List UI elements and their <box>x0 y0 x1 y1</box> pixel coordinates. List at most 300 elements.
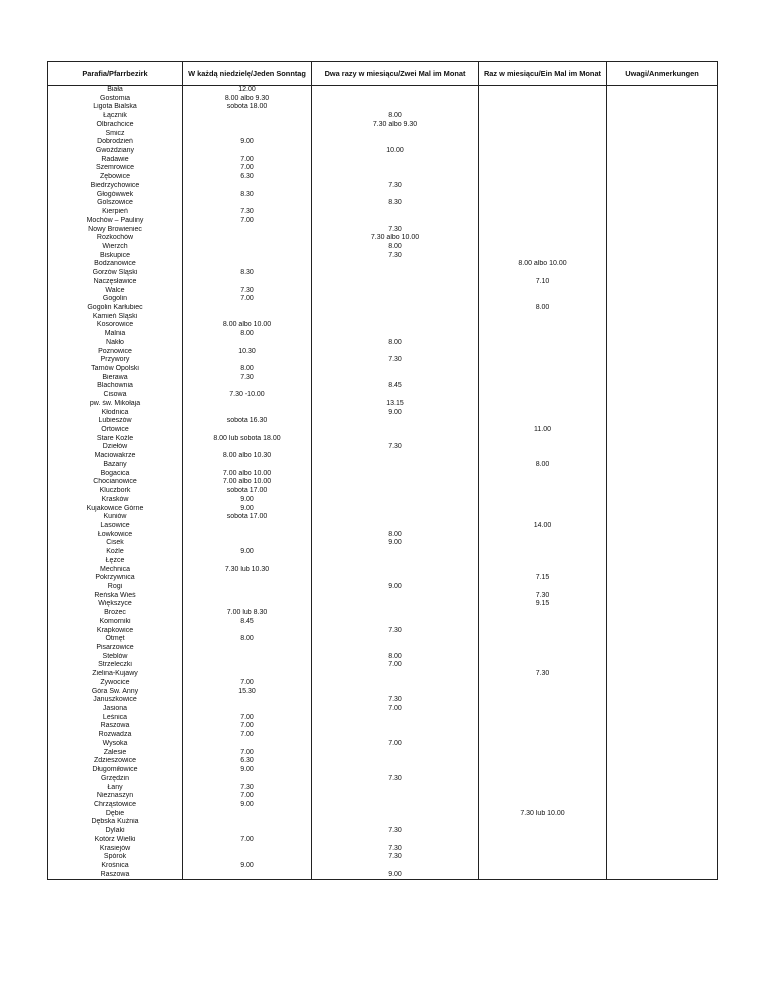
cell-every-sunday: 8.30 <box>183 269 312 278</box>
cell-every-sunday <box>183 260 312 269</box>
cell-remarks <box>607 705 718 714</box>
table-row <box>48 365 718 374</box>
table-row <box>48 252 718 261</box>
cell-twice-monthly <box>312 810 479 819</box>
table-row <box>48 592 718 601</box>
cell-once-monthly <box>479 478 607 487</box>
table-row <box>48 583 718 592</box>
cell-every-sunday <box>183 583 312 592</box>
cell-remarks <box>607 130 718 139</box>
cell-every-sunday: 7.30 <box>183 208 312 217</box>
cell-remarks <box>607 164 718 173</box>
cell-remarks <box>607 810 718 819</box>
cell-parish: Biała <box>48 86 183 95</box>
cell-every-sunday <box>183 426 312 435</box>
cell-every-sunday: 8.00 albo 10.00 <box>183 321 312 330</box>
table-row <box>48 330 718 339</box>
cell-once-monthly <box>479 766 607 775</box>
table-row <box>48 470 718 479</box>
cell-remarks <box>607 583 718 592</box>
cell-twice-monthly: 13.15 <box>312 400 479 409</box>
cell-twice-monthly: 7.30 <box>312 226 479 235</box>
cell-every-sunday <box>183 313 312 322</box>
cell-every-sunday <box>183 592 312 601</box>
cell-remarks <box>607 827 718 836</box>
cell-twice-monthly <box>312 670 479 679</box>
cell-parish: Raszowa <box>48 722 183 731</box>
cell-remarks <box>607 688 718 697</box>
cell-remarks <box>607 871 718 880</box>
cell-twice-monthly <box>312 95 479 104</box>
cell-once-monthly: 7.15 <box>479 574 607 583</box>
cell-every-sunday <box>183 443 312 452</box>
cell-once-monthly <box>479 731 607 740</box>
cell-twice-monthly <box>312 784 479 793</box>
table-row <box>48 339 718 348</box>
cell-twice-monthly <box>312 801 479 810</box>
cell-remarks <box>607 766 718 775</box>
cell-every-sunday <box>183 130 312 139</box>
cell-remarks <box>607 156 718 165</box>
cell-once-monthly <box>479 121 607 130</box>
header-once-monthly: Raz w miesiącu/Ein Mal im Monat <box>479 62 607 86</box>
cell-every-sunday: 7.00 <box>183 722 312 731</box>
cell-parish: Głogówwek <box>48 191 183 200</box>
cell-every-sunday: 6.30 <box>183 757 312 766</box>
cell-remarks <box>607 801 718 810</box>
cell-twice-monthly <box>312 304 479 313</box>
cell-remarks <box>607 566 718 575</box>
cell-every-sunday <box>183 339 312 348</box>
cell-once-monthly <box>479 862 607 871</box>
cell-remarks <box>607 409 718 418</box>
cell-every-sunday <box>183 226 312 235</box>
cell-parish: Zielina-Kujawy <box>48 670 183 679</box>
table-row <box>48 147 718 156</box>
cell-twice-monthly: 7.30 <box>312 853 479 862</box>
cell-remarks <box>607 461 718 470</box>
cell-twice-monthly: 7.30 <box>312 845 479 854</box>
cell-once-monthly <box>479 722 607 731</box>
cell-parish: Kotórz Wielki <box>48 836 183 845</box>
cell-twice-monthly <box>312 348 479 357</box>
cell-twice-monthly <box>312 321 479 330</box>
cell-every-sunday <box>183 147 312 156</box>
cell-every-sunday: 7.30 <box>183 374 312 383</box>
cell-every-sunday: 7.00 <box>183 156 312 165</box>
cell-remarks <box>607 339 718 348</box>
cell-once-monthly <box>479 661 607 670</box>
cell-once-monthly <box>479 818 607 827</box>
table-row <box>48 862 718 871</box>
table-row <box>48 644 718 653</box>
table-row <box>48 130 718 139</box>
cell-twice-monthly: 8.30 <box>312 199 479 208</box>
cell-twice-monthly: 7.00 <box>312 740 479 749</box>
cell-once-monthly <box>479 714 607 723</box>
cell-once-monthly <box>479 339 607 348</box>
cell-once-monthly <box>479 182 607 191</box>
cell-parish: Raszowa <box>48 871 183 880</box>
cell-once-monthly <box>479 696 607 705</box>
cell-every-sunday: 7.00 <box>183 714 312 723</box>
cell-remarks <box>607 95 718 104</box>
cell-every-sunday: 7.00 <box>183 295 312 304</box>
table-row <box>48 182 718 191</box>
cell-every-sunday <box>183 661 312 670</box>
cell-every-sunday <box>183 382 312 391</box>
cell-remarks <box>607 173 718 182</box>
table-row <box>48 836 718 845</box>
cell-parish: Rozkochów <box>48 234 183 243</box>
cell-once-monthly <box>479 827 607 836</box>
table-row <box>48 287 718 296</box>
cell-parish: Komorniki <box>48 618 183 627</box>
table-row <box>48 871 718 880</box>
cell-twice-monthly <box>312 766 479 775</box>
cell-once-monthly <box>479 792 607 801</box>
cell-twice-monthly <box>312 749 479 758</box>
cell-parish: Steblów <box>48 653 183 662</box>
cell-parish: Dębie <box>48 810 183 819</box>
header-row <box>48 62 718 86</box>
cell-every-sunday: 9.00 <box>183 862 312 871</box>
cell-once-monthly <box>479 653 607 662</box>
cell-remarks <box>607 757 718 766</box>
table-row <box>48 199 718 208</box>
table-row <box>48 557 718 566</box>
cell-remarks <box>607 496 718 505</box>
cell-every-sunday <box>183 653 312 662</box>
table-row <box>48 714 718 723</box>
cell-twice-monthly <box>312 260 479 269</box>
table-row <box>48 382 718 391</box>
cell-twice-monthly <box>312 644 479 653</box>
cell-every-sunday <box>183 705 312 714</box>
cell-once-monthly <box>479 784 607 793</box>
cell-twice-monthly <box>312 208 479 217</box>
cell-once-monthly <box>479 130 607 139</box>
cell-twice-monthly <box>312 757 479 766</box>
table-row <box>48 531 718 540</box>
cell-every-sunday: 7.30 -10.00 <box>183 391 312 400</box>
cell-once-monthly: 8.00 <box>479 304 607 313</box>
table-row <box>48 356 718 365</box>
cell-once-monthly <box>479 435 607 444</box>
cell-twice-monthly <box>312 513 479 522</box>
cell-remarks <box>607 348 718 357</box>
cell-twice-monthly <box>312 156 479 165</box>
table-row <box>48 269 718 278</box>
table-row <box>48 513 718 522</box>
cell-twice-monthly: 8.00 <box>312 531 479 540</box>
cell-every-sunday <box>183 121 312 130</box>
cell-remarks <box>607 287 718 296</box>
cell-parish: pw. św. Mikołaja <box>48 400 183 409</box>
cell-remarks <box>607 627 718 636</box>
cell-once-monthly <box>479 566 607 575</box>
table-row <box>48 452 718 461</box>
cell-once-monthly <box>479 382 607 391</box>
cell-once-monthly <box>479 356 607 365</box>
cell-twice-monthly <box>312 792 479 801</box>
cell-remarks <box>607 531 718 540</box>
cell-remarks <box>607 845 718 854</box>
cell-every-sunday: 6.30 <box>183 173 312 182</box>
cell-parish: Mochów – Pauliny <box>48 217 183 226</box>
cell-remarks <box>607 86 718 95</box>
cell-parish: Chocianowice <box>48 478 183 487</box>
cell-every-sunday: 7.00 <box>183 731 312 740</box>
cell-twice-monthly: 10.00 <box>312 147 479 156</box>
cell-once-monthly <box>479 443 607 452</box>
table-row <box>48 818 718 827</box>
cell-once-monthly <box>479 391 607 400</box>
table-row <box>48 845 718 854</box>
cell-twice-monthly <box>312 269 479 278</box>
cell-parish: Lubieszów <box>48 417 183 426</box>
cell-parish: Walce <box>48 287 183 296</box>
cell-remarks <box>607 470 718 479</box>
cell-once-monthly <box>479 557 607 566</box>
table-row <box>48 670 718 679</box>
cell-parish: Grzędzin <box>48 775 183 784</box>
cell-twice-monthly <box>312 557 479 566</box>
cell-once-monthly <box>479 496 607 505</box>
cell-remarks <box>607 853 718 862</box>
cell-remarks <box>607 574 718 583</box>
cell-every-sunday: 8.30 <box>183 191 312 200</box>
cell-every-sunday: 7.30 <box>183 784 312 793</box>
cell-parish: Radawie <box>48 156 183 165</box>
cell-remarks <box>607 539 718 548</box>
cell-once-monthly <box>479 705 607 714</box>
cell-remarks <box>607 862 718 871</box>
cell-once-monthly <box>479 531 607 540</box>
cell-every-sunday: 7.00 lub 8.30 <box>183 609 312 618</box>
cell-twice-monthly: 7.00 <box>312 705 479 714</box>
table-row <box>48 86 718 95</box>
table-row <box>48 208 718 217</box>
cell-remarks <box>607 252 718 261</box>
cell-every-sunday <box>183 845 312 854</box>
table-row <box>48 260 718 269</box>
cell-remarks <box>607 609 718 618</box>
table-row <box>48 548 718 557</box>
table-row <box>48 757 718 766</box>
cell-remarks <box>607 722 718 731</box>
cell-every-sunday <box>183 522 312 531</box>
cell-parish: Cisek <box>48 539 183 548</box>
cell-parish: Strzeleczki <box>48 661 183 670</box>
cell-parish: Naczęsławice <box>48 278 183 287</box>
cell-remarks <box>607 548 718 557</box>
cell-once-monthly <box>479 871 607 880</box>
table-row <box>48 217 718 226</box>
cell-parish: Spórok <box>48 853 183 862</box>
cell-once-monthly <box>479 199 607 208</box>
table-row <box>48 696 718 705</box>
cell-once-monthly: 7.10 <box>479 278 607 287</box>
cell-every-sunday <box>183 670 312 679</box>
cell-parish: Krasiejów <box>48 845 183 854</box>
cell-parish: Cisowa <box>48 391 183 400</box>
cell-remarks <box>607 653 718 662</box>
cell-once-monthly <box>479 627 607 636</box>
cell-remarks <box>607 321 718 330</box>
cell-every-sunday: 8.00 lub sobota 18.00 <box>183 435 312 444</box>
cell-twice-monthly <box>312 722 479 731</box>
cell-remarks <box>607 478 718 487</box>
table-row <box>48 618 718 627</box>
table-row <box>48 653 718 662</box>
cell-remarks <box>607 618 718 627</box>
cell-parish: Nowy Browieniec <box>48 226 183 235</box>
cell-twice-monthly: 8.00 <box>312 243 479 252</box>
cell-remarks <box>607 147 718 156</box>
cell-twice-monthly <box>312 391 479 400</box>
cell-parish: Gogolin Karłubiec <box>48 304 183 313</box>
cell-parish: Łowkowice <box>48 531 183 540</box>
cell-remarks <box>607 784 718 793</box>
cell-remarks <box>607 644 718 653</box>
cell-every-sunday: 7.00 <box>183 836 312 845</box>
cell-once-monthly <box>479 348 607 357</box>
table-row <box>48 304 718 313</box>
cell-parish: Przywory <box>48 356 183 365</box>
table-row <box>48 566 718 575</box>
cell-every-sunday <box>183 775 312 784</box>
cell-twice-monthly <box>312 295 479 304</box>
cell-once-monthly <box>479 226 607 235</box>
header-remarks: Uwagi/Anmerkungen <box>607 62 718 86</box>
cell-once-monthly: 14.00 <box>479 522 607 531</box>
cell-every-sunday <box>183 356 312 365</box>
cell-every-sunday <box>183 112 312 121</box>
cell-remarks <box>607 243 718 252</box>
cell-parish: Kamień Śląski <box>48 313 183 322</box>
cell-remarks <box>607 382 718 391</box>
table-row <box>48 688 718 697</box>
cell-every-sunday: 7.30 <box>183 287 312 296</box>
table-row <box>48 112 718 121</box>
cell-parish: Łącznik <box>48 112 183 121</box>
cell-remarks <box>607 234 718 243</box>
table-row <box>48 461 718 470</box>
cell-remarks <box>607 661 718 670</box>
cell-remarks <box>607 374 718 383</box>
cell-remarks <box>607 522 718 531</box>
cell-every-sunday: 8.00 <box>183 365 312 374</box>
cell-every-sunday: 8.00 albo 9.30 <box>183 95 312 104</box>
cell-once-monthly <box>479 644 607 653</box>
table-row <box>48 173 718 182</box>
cell-parish: Dobrodzień <box>48 138 183 147</box>
cell-parish: Krapkowice <box>48 627 183 636</box>
cell-every-sunday: 8.00 albo 10.30 <box>183 452 312 461</box>
cell-once-monthly <box>479 95 607 104</box>
cell-twice-monthly: 7.30 <box>312 443 479 452</box>
cell-once-monthly <box>479 243 607 252</box>
table-row <box>48 766 718 775</box>
cell-once-monthly <box>479 775 607 784</box>
cell-every-sunday: 10.30 <box>183 348 312 357</box>
cell-once-monthly: 7.30 <box>479 592 607 601</box>
table-row <box>48 400 718 409</box>
cell-twice-monthly <box>312 365 479 374</box>
cell-twice-monthly <box>312 618 479 627</box>
cell-parish: Nakło <box>48 339 183 348</box>
cell-once-monthly <box>479 217 607 226</box>
cell-every-sunday: sobota 16.30 <box>183 417 312 426</box>
cell-remarks <box>607 426 718 435</box>
cell-parish: Kuniów <box>48 513 183 522</box>
table-row <box>48 278 718 287</box>
cell-every-sunday <box>183 400 312 409</box>
cell-twice-monthly: 9.00 <box>312 409 479 418</box>
cell-parish: Dziełów <box>48 443 183 452</box>
cell-remarks <box>607 365 718 374</box>
cell-twice-monthly <box>312 217 479 226</box>
cell-twice-monthly <box>312 635 479 644</box>
cell-once-monthly <box>479 749 607 758</box>
cell-every-sunday <box>183 627 312 636</box>
cell-remarks <box>607 103 718 112</box>
cell-remarks <box>607 557 718 566</box>
cell-twice-monthly <box>312 731 479 740</box>
cell-remarks <box>607 435 718 444</box>
table-row <box>48 243 718 252</box>
cell-parish: Biedrzychowice <box>48 182 183 191</box>
cell-remarks <box>607 836 718 845</box>
table-row <box>48 391 718 400</box>
cell-parish: Januszkowice <box>48 696 183 705</box>
table-row <box>48 609 718 618</box>
cell-parish: Malnia <box>48 330 183 339</box>
cell-parish: Dębska Kuźnia <box>48 818 183 827</box>
mass-schedule-table <box>47 61 718 880</box>
cell-twice-monthly <box>312 862 479 871</box>
cell-once-monthly <box>479 112 607 121</box>
table-row <box>48 443 718 452</box>
cell-remarks <box>607 775 718 784</box>
cell-parish: Żywocice <box>48 679 183 688</box>
cell-once-monthly <box>479 321 607 330</box>
table-row <box>48 827 718 836</box>
cell-remarks <box>607 330 718 339</box>
cell-once-monthly: 9.15 <box>479 600 607 609</box>
cell-parish: Zalesie <box>48 749 183 758</box>
cell-once-monthly <box>479 845 607 854</box>
table-row <box>48 95 718 104</box>
cell-twice-monthly <box>312 461 479 470</box>
cell-parish: Długomiłowice <box>48 766 183 775</box>
table-row <box>48 731 718 740</box>
table-row <box>48 313 718 322</box>
table-row <box>48 661 718 670</box>
cell-parish: Tarnów Opolski <box>48 365 183 374</box>
cell-remarks <box>607 818 718 827</box>
cell-parish: Zdzieszowice <box>48 757 183 766</box>
cell-every-sunday <box>183 252 312 261</box>
cell-remarks <box>607 313 718 322</box>
cell-once-monthly <box>479 400 607 409</box>
cell-every-sunday <box>183 304 312 313</box>
cell-parish: Lasowice <box>48 522 183 531</box>
cell-remarks <box>607 400 718 409</box>
cell-remarks <box>607 696 718 705</box>
cell-parish: Kujakowice Górne <box>48 505 183 514</box>
